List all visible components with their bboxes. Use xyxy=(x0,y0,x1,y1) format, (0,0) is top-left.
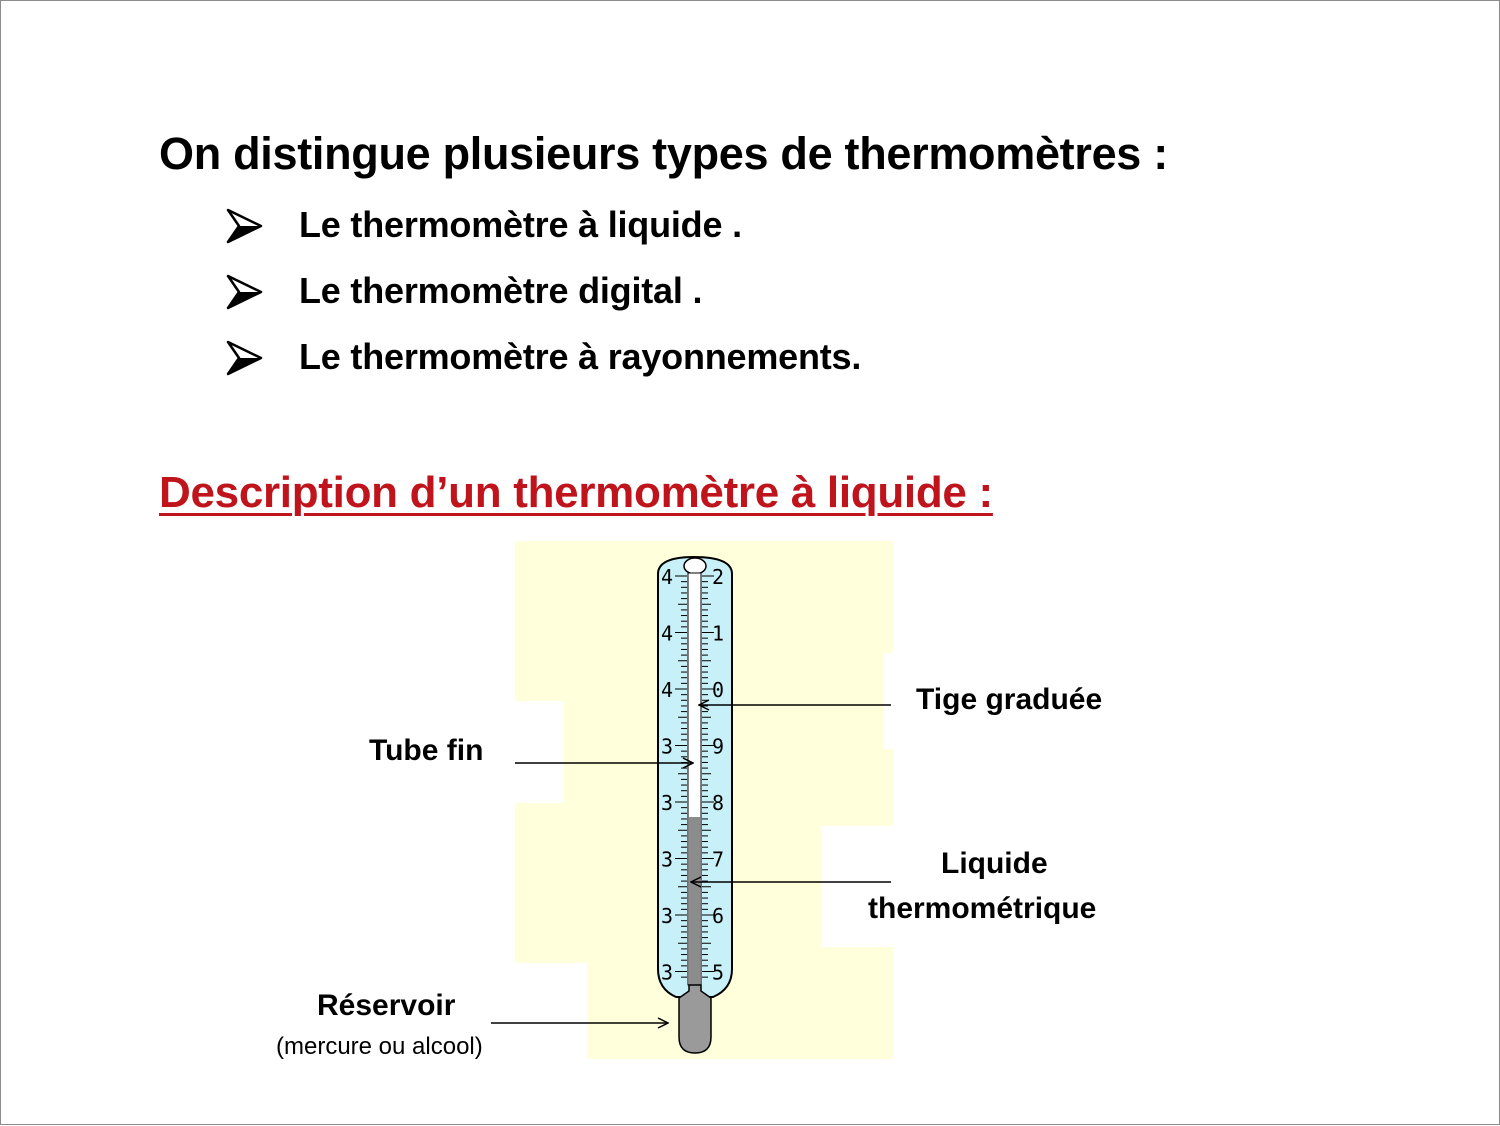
thermometer-diagram xyxy=(1,1,1500,1126)
scale-label-right: 9 xyxy=(712,734,725,759)
label-reservoir: Réservoir xyxy=(317,989,456,1022)
thermometer-top-loop xyxy=(684,558,706,574)
scale-label-right: 7 xyxy=(712,847,725,872)
scale-label-left: 3 xyxy=(661,960,674,985)
list-item-label: Le thermomètre digital . xyxy=(299,270,703,311)
list-item-label: Le thermomètre à rayonnements. xyxy=(299,336,862,377)
scale-label-left: 3 xyxy=(661,791,674,815)
scale-label-left: 3 xyxy=(661,847,674,872)
scale-label-right: 0 xyxy=(712,678,725,702)
scale-label-left: 4 xyxy=(661,621,674,646)
label-reservoir-note: (mercure ou alcool) xyxy=(276,1033,483,1060)
scale-label-right: 6 xyxy=(712,904,725,928)
scale-label-right: 2 xyxy=(712,565,725,589)
reservoir-bulb xyxy=(679,985,711,1053)
label-tige-graduee: Tige graduée xyxy=(916,683,1103,716)
label-liquide: Liquide xyxy=(941,847,1048,880)
scale-label-left: 4 xyxy=(661,678,674,702)
liquid-column xyxy=(689,817,700,985)
scale-label-right: 5 xyxy=(712,960,725,985)
slide-heading: On distingue plusieurs types de thermomètres : xyxy=(159,128,1168,179)
scale-label-right: 1 xyxy=(712,621,725,646)
section-heading: Description d’un thermomètre à liquide : xyxy=(159,468,993,517)
list-item-label: Le thermomètre à liquide . xyxy=(299,204,742,245)
label-thermometrique: thermométrique xyxy=(868,892,1097,925)
thermometer-icon xyxy=(658,557,732,1053)
scale-label-left: 3 xyxy=(661,734,674,759)
scale-label-left: 4 xyxy=(661,565,674,589)
label-tube-fin: Tube fin xyxy=(369,734,484,767)
scale-label-left: 3 xyxy=(661,904,674,928)
scale-label-right: 8 xyxy=(712,791,725,815)
